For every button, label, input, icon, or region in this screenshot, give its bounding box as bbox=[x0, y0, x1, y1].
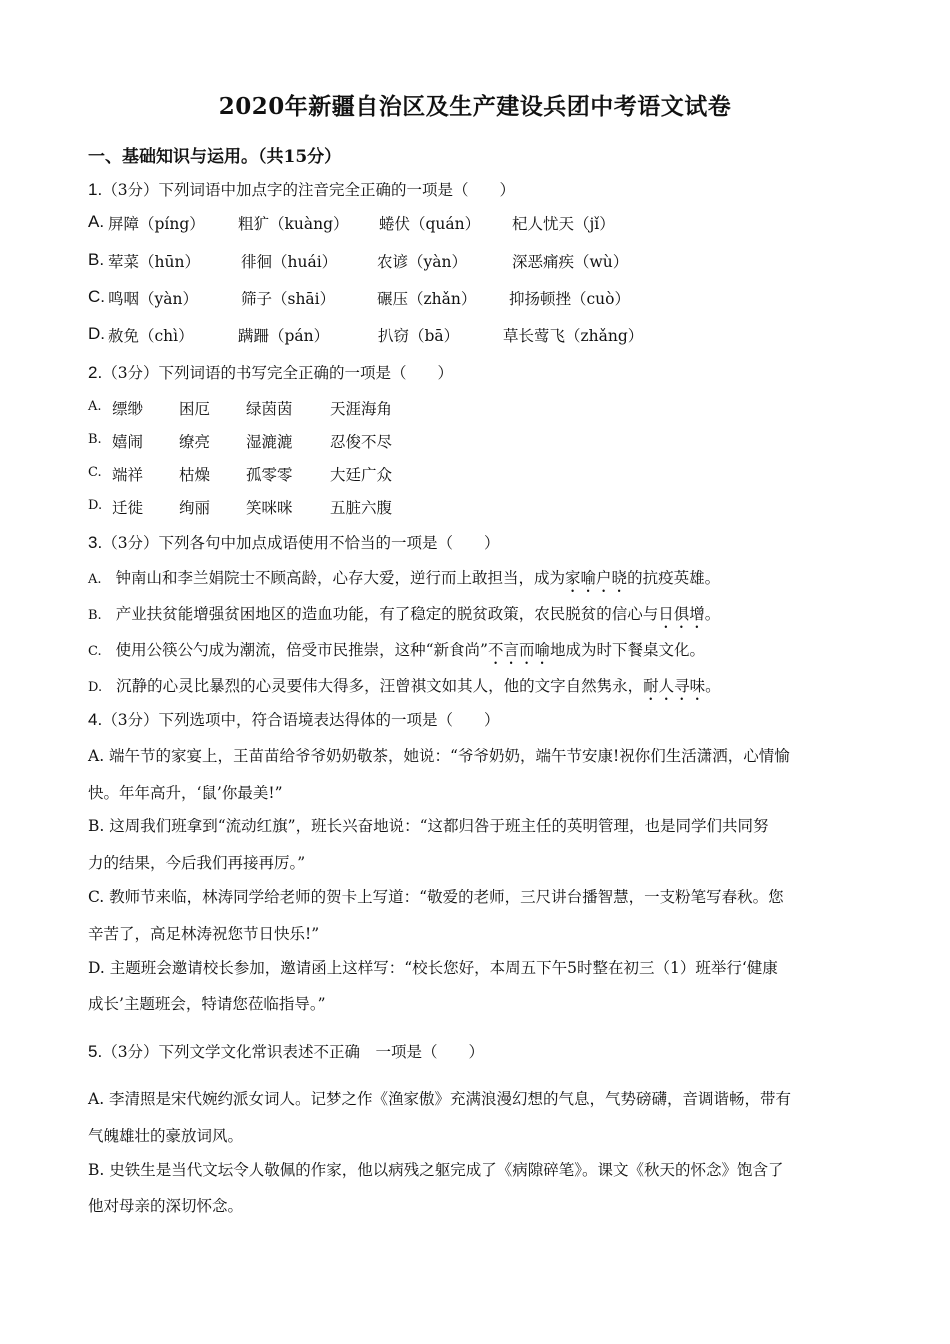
option-letter: A. bbox=[88, 212, 105, 231]
option-letter: D. bbox=[88, 498, 103, 513]
option-item: 绚丽 bbox=[179, 499, 211, 517]
option-item: 草长莺飞（zhǎng） bbox=[503, 327, 644, 345]
option-text: 使用公筷公勺成为潮流，倍受市民推崇，这种“新食尚” bbox=[115, 641, 488, 659]
option-item: 荤菜（hūn） bbox=[108, 253, 200, 271]
option-item: 鸣咽（yàn） bbox=[108, 290, 198, 308]
option-letter: C. bbox=[88, 287, 105, 306]
option-item: 忍俊不尽 bbox=[330, 433, 393, 451]
option-item: 蹒跚（pán） bbox=[238, 327, 330, 345]
marked-idiom: 家喻户晓 bbox=[565, 569, 628, 587]
question-3-option-c bbox=[88, 638, 705, 668]
option-item: 赦免（chì） bbox=[108, 327, 194, 345]
question-number: 2. bbox=[88, 363, 103, 382]
option-item: 湿漉漉 bbox=[246, 433, 293, 451]
option-item: 嬉闹 bbox=[112, 433, 144, 451]
question-text: （3分）下列各句中加点成语使用不恰当的一项是（ ） bbox=[102, 534, 500, 552]
exam-title: 2020年新疆自治区及生产建设兵团中考语文试卷 bbox=[218, 93, 732, 120]
option-item: 绿茵茵 bbox=[246, 400, 293, 418]
option-item: 端祥 bbox=[112, 466, 144, 484]
option-item: 深恶痛疾（wù） bbox=[512, 253, 629, 271]
question-4-line: B. 这周我们班拿到“流动红旗”，班长兴奋地说：“这都归咎于班主任的英明管理，也是同学们共同努 bbox=[88, 817, 769, 835]
question-4-line: 辛苦了，高足林涛祝您节日快乐!” bbox=[88, 925, 320, 943]
question-text: （3分）下列文学文化常识表述不正确 一项是（ ） bbox=[102, 1043, 485, 1061]
marked-idiom: 日俱增 bbox=[658, 605, 705, 623]
question-5-stem bbox=[88, 1040, 484, 1062]
question-5-line: 他对母亲的深切怀念。 bbox=[88, 1197, 244, 1215]
option-item: 抑扬顿挫（cuò） bbox=[509, 290, 630, 308]
question-number: 4. bbox=[88, 710, 103, 729]
option-letter: A. bbox=[88, 572, 102, 587]
option-item: 扒窃（bā） bbox=[378, 327, 460, 345]
option-item: 碾压（zhǎn） bbox=[377, 290, 477, 308]
option-letter: C. bbox=[88, 644, 102, 659]
option-item: 徘徊（huái） bbox=[241, 253, 338, 271]
option-item: 缭亮 bbox=[179, 433, 211, 451]
option-letter: A. bbox=[88, 399, 102, 414]
option-text: 的抗疫英雄。 bbox=[627, 569, 721, 587]
option-letter: D. bbox=[88, 324, 105, 343]
question-4-line: 力的结果，今后我们再接再厉。” bbox=[88, 854, 306, 872]
marked-idiom: 耐人寻味 bbox=[643, 677, 706, 695]
question-number: 1. bbox=[88, 180, 103, 199]
marked-idiom: 不言而喻 bbox=[487, 641, 550, 659]
option-item: 农谚（yàn） bbox=[377, 253, 467, 271]
option-text: 。 bbox=[704, 605, 721, 623]
question-4-stem bbox=[88, 708, 500, 730]
option-item: 杞人忧天（jǐ） bbox=[512, 215, 615, 233]
option-text: 地成为时下餐桌文化。 bbox=[550, 641, 706, 659]
question-4-line: D. 主题班会邀请校长参加，邀请函上这样写：“校长您好，本周五下午5时整在初三（1）班举行‘健康 bbox=[88, 959, 778, 977]
question-text: （3分）下列词语中加点字的注音完全正确的一项是（ ） bbox=[102, 181, 516, 199]
question-3-stem bbox=[88, 531, 500, 553]
question-4-line: 成长’主题班会，特请您莅临指导。” bbox=[88, 995, 326, 1013]
question-text: （3分）下列词语的书写完全正确的一项是（ ） bbox=[102, 364, 454, 382]
question-5-line: B. 史铁生是当代文坛令人敬佩的作家，他以病残之躯完成了《病隙碎笔》。课文《秋天的怀念》饱含了 bbox=[88, 1161, 784, 1179]
question-number: 5. bbox=[88, 1042, 103, 1061]
option-letter: B. bbox=[88, 250, 105, 269]
option-letter: C. bbox=[88, 465, 102, 480]
question-text: （3分）下列选项中，符合语境表达得体的一项是（ ） bbox=[102, 711, 500, 729]
option-text: 产业扶贫能增强贫困地区的造血功能，有了稳定的脱贫政策，农民脱贫的信心与 bbox=[115, 605, 659, 623]
question-3-option-d bbox=[88, 674, 721, 704]
option-item: 笑咪咪 bbox=[246, 499, 293, 517]
question-5-line: 气魄雄壮的豪放词风。 bbox=[88, 1127, 244, 1145]
option-item: 迁徙 bbox=[112, 499, 144, 517]
option-text: 沉静的心灵比暴烈的心灵要伟大得多，汪曾祺文如其人，他的文字自然隽永， bbox=[116, 677, 644, 695]
option-letter: B. bbox=[88, 608, 102, 623]
option-item: 屏障（píng） bbox=[108, 215, 205, 233]
option-item: 五脏六腹 bbox=[330, 499, 393, 517]
option-letter: B. bbox=[88, 432, 102, 447]
question-number: 3. bbox=[88, 533, 103, 552]
question-1-stem bbox=[88, 178, 515, 200]
option-item: 困厄 bbox=[179, 400, 211, 418]
question-4-line: 快。年年高升，‘鼠’你最美!” bbox=[88, 784, 283, 802]
question-5-line: A. 李清照是宋代婉约派女词人。记梦之作《渔家傲》充满浪漫幻想的气息，气势磅礴，音调谐畅，带有 bbox=[88, 1090, 792, 1108]
option-text: 钟南山和李兰娟院士不顾高龄，心存大爱，逆行而上敢担当，成为 bbox=[115, 569, 566, 587]
option-item: 枯燥 bbox=[179, 466, 211, 484]
question-4-line: A. 端午节的家宴上，王苗苗给爷爷奶奶敬茶，她说：“爷爷奶奶，端午节安康!祝你们生活潇洒，心情愉 bbox=[88, 747, 790, 765]
option-text: 。 bbox=[705, 677, 721, 695]
section-heading: 一、基础知识与运用。（共15分） bbox=[88, 147, 342, 167]
option-item: 孤零零 bbox=[246, 466, 293, 484]
option-letter: D. bbox=[88, 680, 103, 695]
question-4-line: C. 教师节来临，林涛同学给老师的贺卡上写道：“敬爱的老师，三尺讲台播智慧，一支粉笔写春秋。您 bbox=[88, 888, 784, 906]
option-item: 粗犷（kuàng） bbox=[238, 215, 349, 233]
option-item: 缥缈 bbox=[112, 400, 144, 418]
question-3-option-b bbox=[88, 602, 720, 632]
option-item: 大廷广众 bbox=[330, 466, 393, 484]
option-item: 天涯海角 bbox=[330, 400, 393, 418]
question-3-option-a bbox=[88, 566, 720, 596]
option-item: 筛子（shāi） bbox=[241, 290, 336, 308]
option-item: 蜷伏（quán） bbox=[379, 215, 481, 233]
question-2-stem bbox=[88, 361, 453, 383]
